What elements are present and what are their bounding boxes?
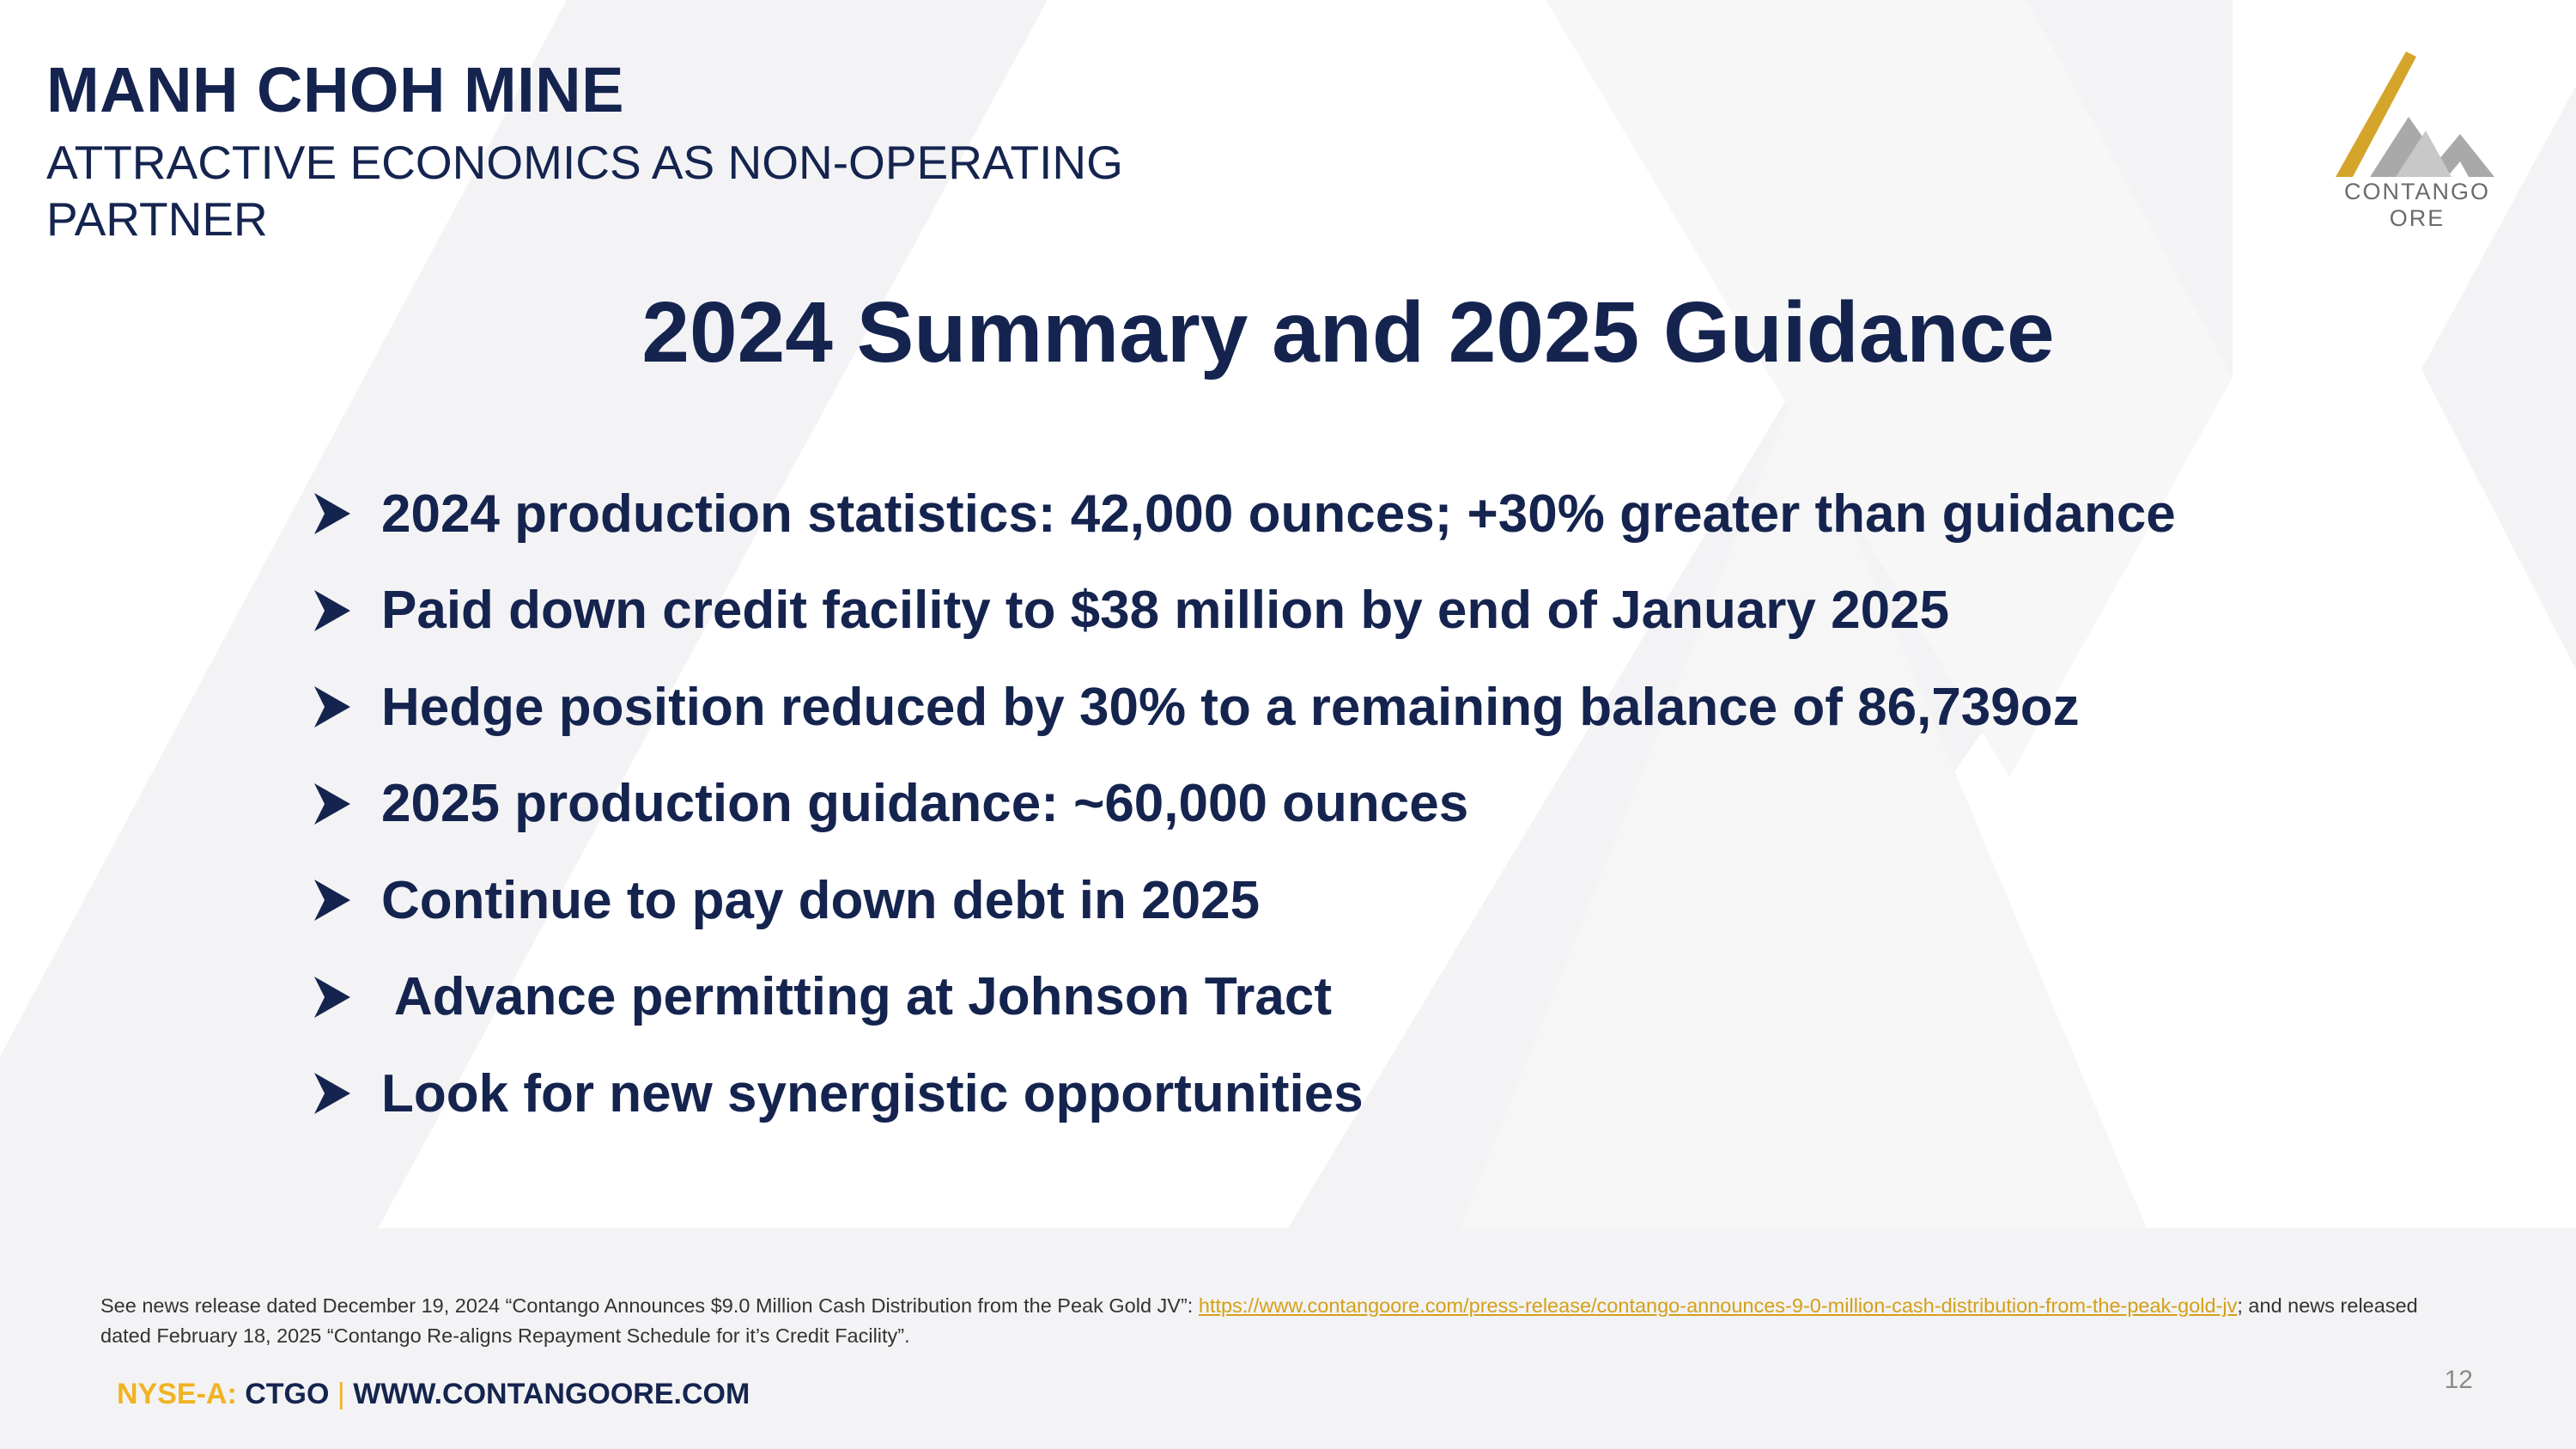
bullet-item (309, 563, 2176, 660)
press-release-link[interactable]: https://www.contangoore.com/press-release/contango-announces-9-0-million-cash-distribution-from-the-peak-gold-jv (1198, 1294, 2238, 1317)
footnote-suffix: ; and news released dated February 18, 2025 “Contango Re-aligns Repayment Schedule for it’s Credit Facility”. (100, 1294, 2418, 1347)
bullet-text: Advance permitting at Johnson Tract (381, 967, 1333, 1027)
bullet-text: 2024 production statistics: 42,000 ounces; +30% greater than guidance (381, 484, 2176, 544)
bullet-item (309, 852, 2176, 949)
arrowhead-bullet-icon (309, 488, 381, 539)
arrowhead-bullet-icon (309, 681, 381, 733)
footnote (100, 1291, 2445, 1351)
footer-separator: | (337, 1378, 345, 1410)
footnote-prefix: See news release dated December 19, 2024 “Contango Announces $9.0 Million Cash Distribution from the Peak Gold JV”: (100, 1294, 1199, 1317)
slide-heading: 2024 Summary and 2025 Guidance (641, 284, 2055, 381)
website-text: WWW.CONTANGOORE.COM (344, 1378, 750, 1410)
bullet-text: Hedge position reduced by 30% to a remaining balance of 86,739oz (381, 677, 2080, 737)
bullet-text: Look for new synergistic opportunities (381, 1063, 1364, 1123)
footer-bar (117, 1378, 750, 1411)
bullet-item (309, 466, 2176, 563)
arrowhead-bullet-icon (309, 778, 381, 830)
bullet-text: Paid down credit facility to $38 million by end of January 2025 (381, 581, 1950, 641)
bullet-item (309, 1045, 2176, 1142)
bullet-item (309, 949, 2176, 1046)
arrowhead-bullet-icon (309, 1068, 381, 1119)
bullet-text: 2025 production guidance: ~60,000 ounces (381, 774, 1469, 834)
section-subtitle: ATTRACTIVE ECONOMICS AS NON-OPERATING PARTNER (46, 136, 1123, 246)
bullet-text: Continue to pay down debt in 2025 (381, 870, 1261, 930)
ticker-symbol: CTGO (245, 1378, 337, 1410)
bullet-list (309, 466, 2176, 1142)
bullet-item (309, 756, 2176, 853)
company-logo-text: CONTANGO ORE (2344, 179, 2490, 231)
arrowhead-bullet-icon (309, 585, 381, 636)
arrowhead-bullet-icon (309, 971, 381, 1023)
section-title: MANH CHOH MINE (46, 54, 624, 125)
exchange-label: NYSE-A: (117, 1378, 246, 1410)
page-number: 12 (2444, 1366, 2473, 1394)
bullet-item (309, 659, 2176, 756)
arrowhead-bullet-icon (309, 874, 381, 926)
